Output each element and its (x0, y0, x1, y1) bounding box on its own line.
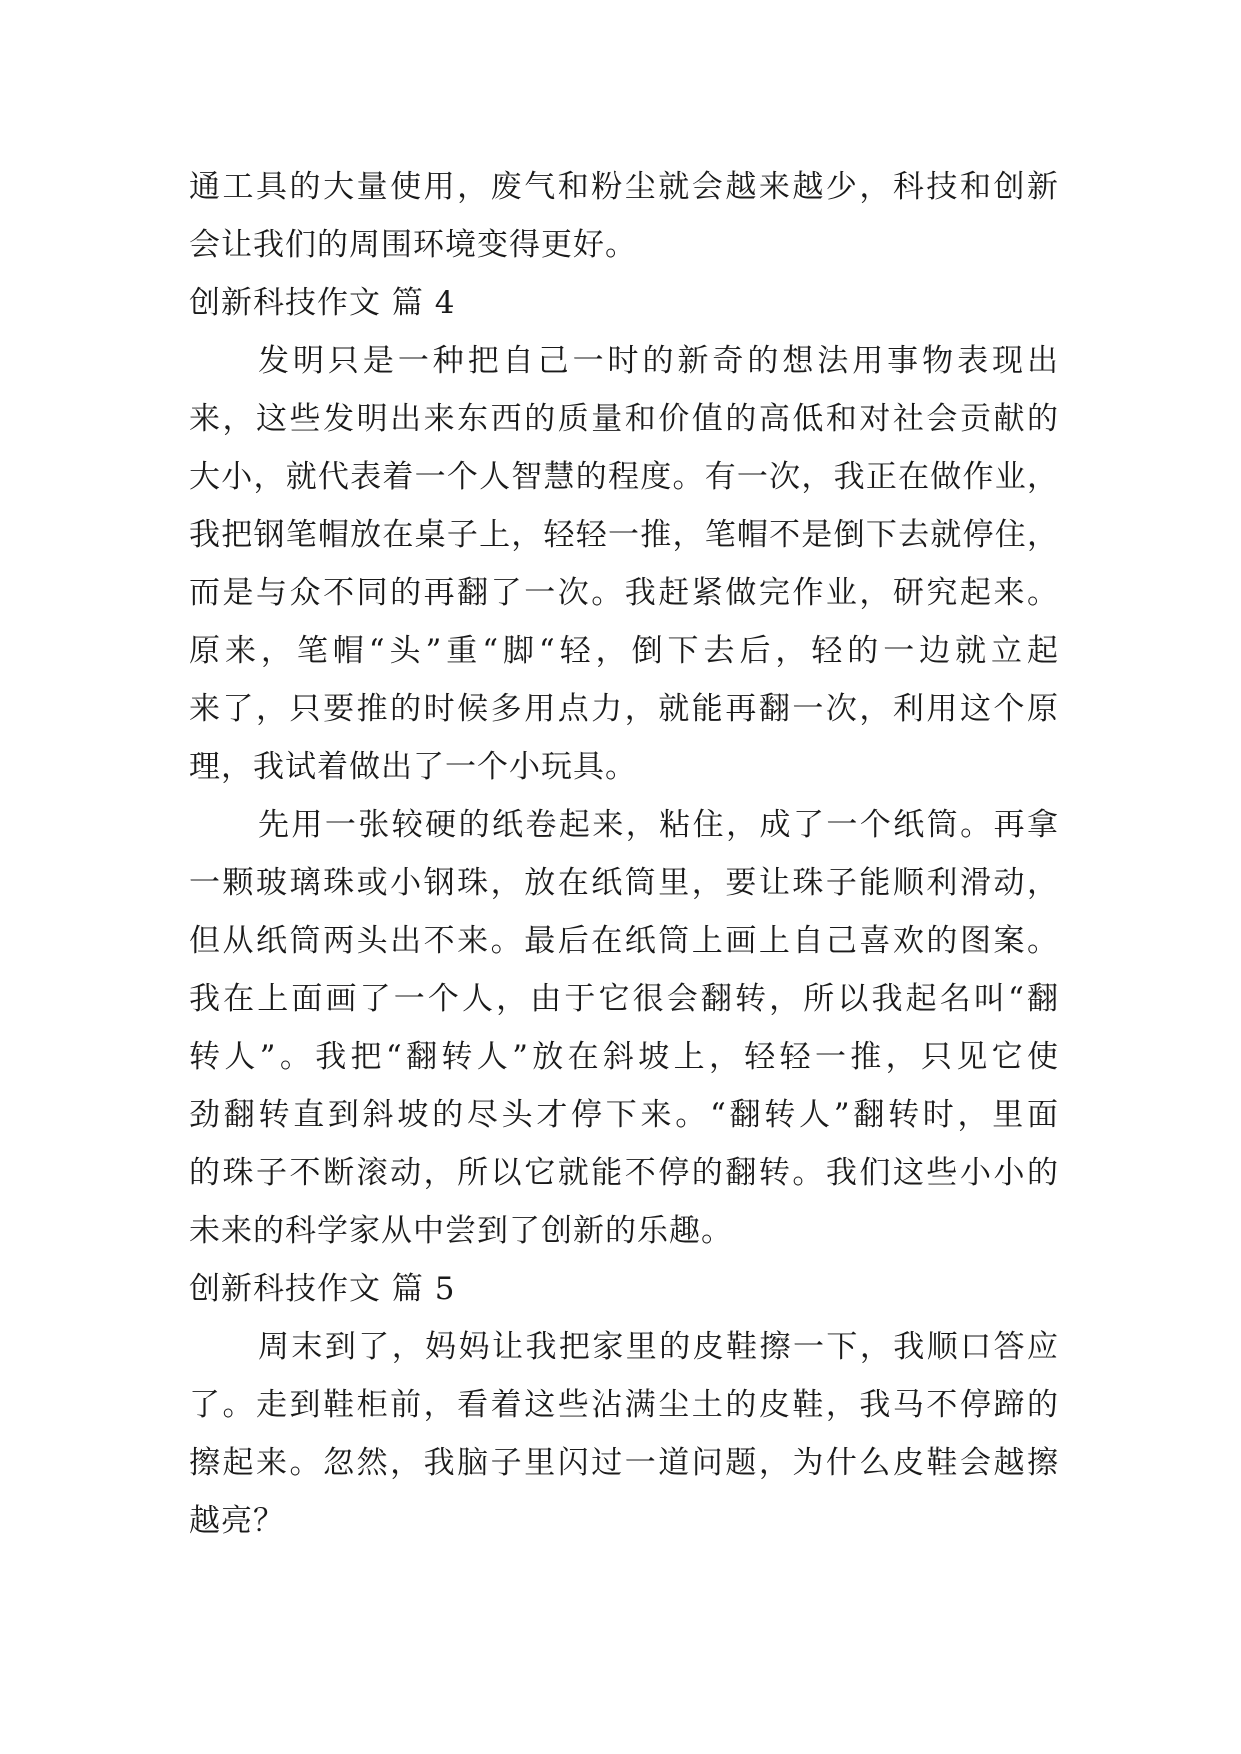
document-page (189, 158, 1059, 1550)
text-line: 擦起来。忽然，我脑子里闪过一道问题，为什么皮鞋会越擦 (189, 1445, 1059, 1481)
text-line: 理，我试着做出了一个小玩具。 (189, 749, 637, 785)
text-line: 发明只是一种把自己一时的新奇的想法用事物表现出 (258, 343, 1059, 379)
text-line: 但从纸筒两头出不来。最后在纸筒上画上自己喜欢的图案。 (189, 923, 1059, 959)
text-line: 会让我们的周围环境变得更好。 (189, 227, 637, 263)
section-heading-5: 创新科技作文 篇 5 (189, 1271, 456, 1307)
paragraph-invention (189, 332, 1059, 796)
text-line: 来，这些发明出来东西的质量和价值的高低和对社会贡献的 (189, 401, 1059, 437)
paragraph-continuation (189, 158, 1059, 274)
text-line: 了。走到鞋柜前，看着这些沾满尘土的皮鞋，我马不停蹄的 (189, 1387, 1059, 1423)
text-line: 而是与众不同的再翻了一次。我赶紧做完作业，研究起来。 (189, 575, 1059, 611)
text-line: 越亮？ (189, 1503, 285, 1539)
text-line: 来了，只要推的时候多用点力，就能再翻一次，利用这个原 (189, 691, 1059, 727)
text-line: 一颗玻璃珠或小钢珠，放在纸筒里，要让珠子能顺利滑动， (189, 865, 1059, 901)
text-line: 先用一张较硬的纸卷起来，粘住，成了一个纸筒。再拿 (258, 807, 1059, 843)
text-line: 通工具的大量使用，废气和粉尘就会越来越少，科技和创新 (189, 169, 1059, 205)
paragraph-toy (189, 796, 1059, 1260)
text-line: 周末到了，妈妈让我把家里的皮鞋擦一下，我顺口答应 (258, 1329, 1059, 1365)
text-line: 劲翻转直到斜坡的尽头才停下来。“翻转人”翻转时，里面 (189, 1097, 1059, 1133)
text-line: 大小，就代表着一个人智慧的程度。有一次，我正在做作业， (189, 459, 1059, 495)
section-heading-4: 创新科技作文 篇 4 (189, 285, 456, 321)
text-line: 的珠子不断滚动，所以它就能不停的翻转。我们这些小小的 (189, 1155, 1059, 1191)
text-line: 原来，笔帽“头”重“脚“轻，倒下去后，轻的一边就立起 (189, 633, 1059, 669)
text-line: 未来的科学家从中尝到了创新的乐趣。 (189, 1213, 733, 1249)
paragraph-shoes (189, 1318, 1059, 1550)
text-line: 我在上面画了一个人，由于它很会翻转，所以我起名叫“翻 (189, 981, 1059, 1017)
text-line: 转人”。我把“翻转人”放在斜坡上，轻轻一推，只见它使 (189, 1039, 1059, 1075)
text-line: 我把钢笔帽放在桌子上，轻轻一推，笔帽不是倒下去就停住， (189, 517, 1059, 553)
